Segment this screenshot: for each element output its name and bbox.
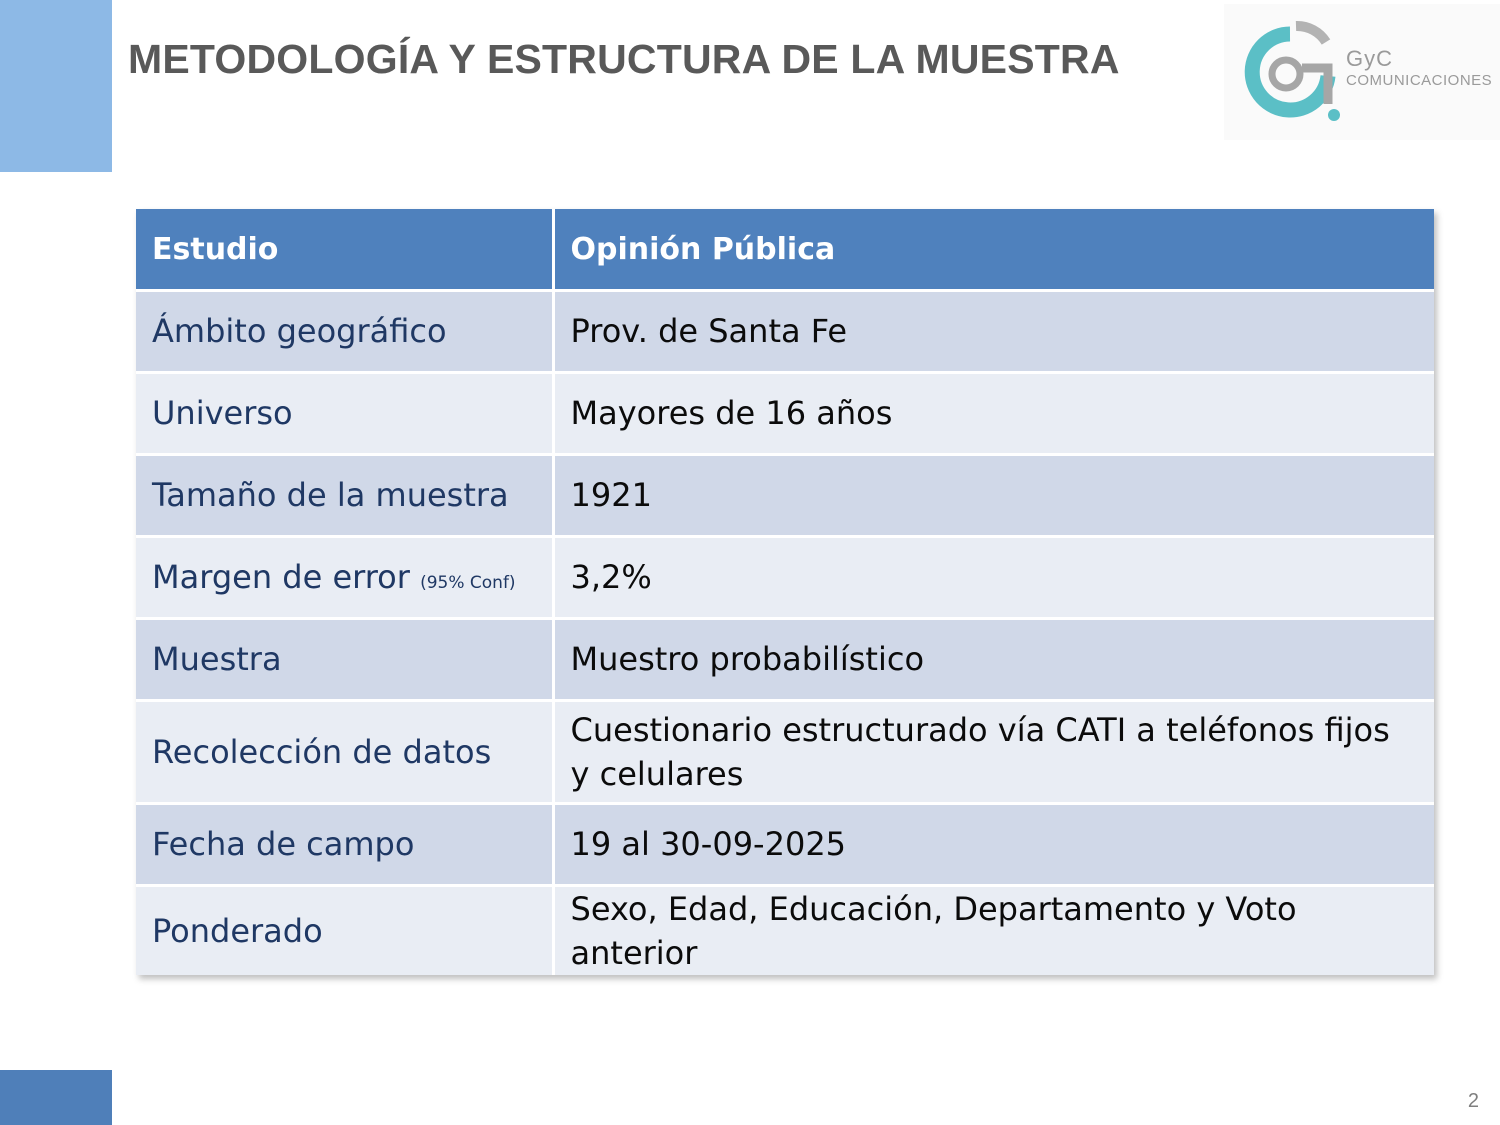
- row-value: 3,2%: [553, 537, 1434, 619]
- row-label: Recolección de datos: [136, 701, 553, 804]
- header-cell-label: Estudio: [136, 209, 553, 291]
- row-value: Prov. de Santa Fe: [553, 291, 1434, 373]
- row-value: 1921: [553, 455, 1434, 537]
- row-value: Cuestionario estructurado vía CATI a teléfonos fijos y celulares: [553, 701, 1434, 804]
- row-label: Muestra: [136, 619, 553, 701]
- row-label: Universo: [136, 373, 553, 455]
- row-value: Muestro probabilístico: [553, 619, 1434, 701]
- row-label: Margen de error: [152, 558, 410, 597]
- row-label: Fecha de campo: [136, 804, 553, 886]
- row-value: Mayores de 16 años: [553, 373, 1434, 455]
- table-row: [136, 455, 1434, 537]
- confidence-note: (95% Conf): [420, 573, 516, 594]
- methodology-table: [136, 209, 1434, 975]
- table-row: [136, 619, 1434, 701]
- row-label: Ponderado: [136, 886, 553, 976]
- row-label: Ámbito geográfico: [136, 291, 553, 373]
- row-value: Sexo, Edad, Educación, Departamento y Voto anterior: [553, 886, 1434, 976]
- table-row: [136, 886, 1434, 976]
- table-row: [136, 537, 1434, 619]
- page-number: 2: [1467, 1090, 1479, 1112]
- table-header-row: [136, 209, 1434, 291]
- table-row: [136, 804, 1434, 886]
- row-value: 19 al 30-09-2025: [553, 804, 1434, 886]
- page-title: METODOLOGÍA Y ESTRUCTURA DE LA MUESTRA: [128, 36, 1120, 82]
- table-row: [136, 701, 1434, 804]
- accent-bar-bottom: [0, 1070, 112, 1125]
- logo-subtitle-text: COMUNICACIONES: [1346, 72, 1493, 89]
- table-row: [136, 373, 1434, 455]
- accent-bar-top: [0, 0, 112, 172]
- table-row: [136, 291, 1434, 373]
- row-label: Tamaño de la muestra: [136, 455, 553, 537]
- company-logo: [1224, 4, 1500, 140]
- logo-brand-text: GyC: [1346, 46, 1393, 71]
- gyc-logo-icon: [1240, 18, 1344, 126]
- row-label-cell: [136, 537, 553, 619]
- header-cell-value: Opinión Pública: [553, 209, 1434, 291]
